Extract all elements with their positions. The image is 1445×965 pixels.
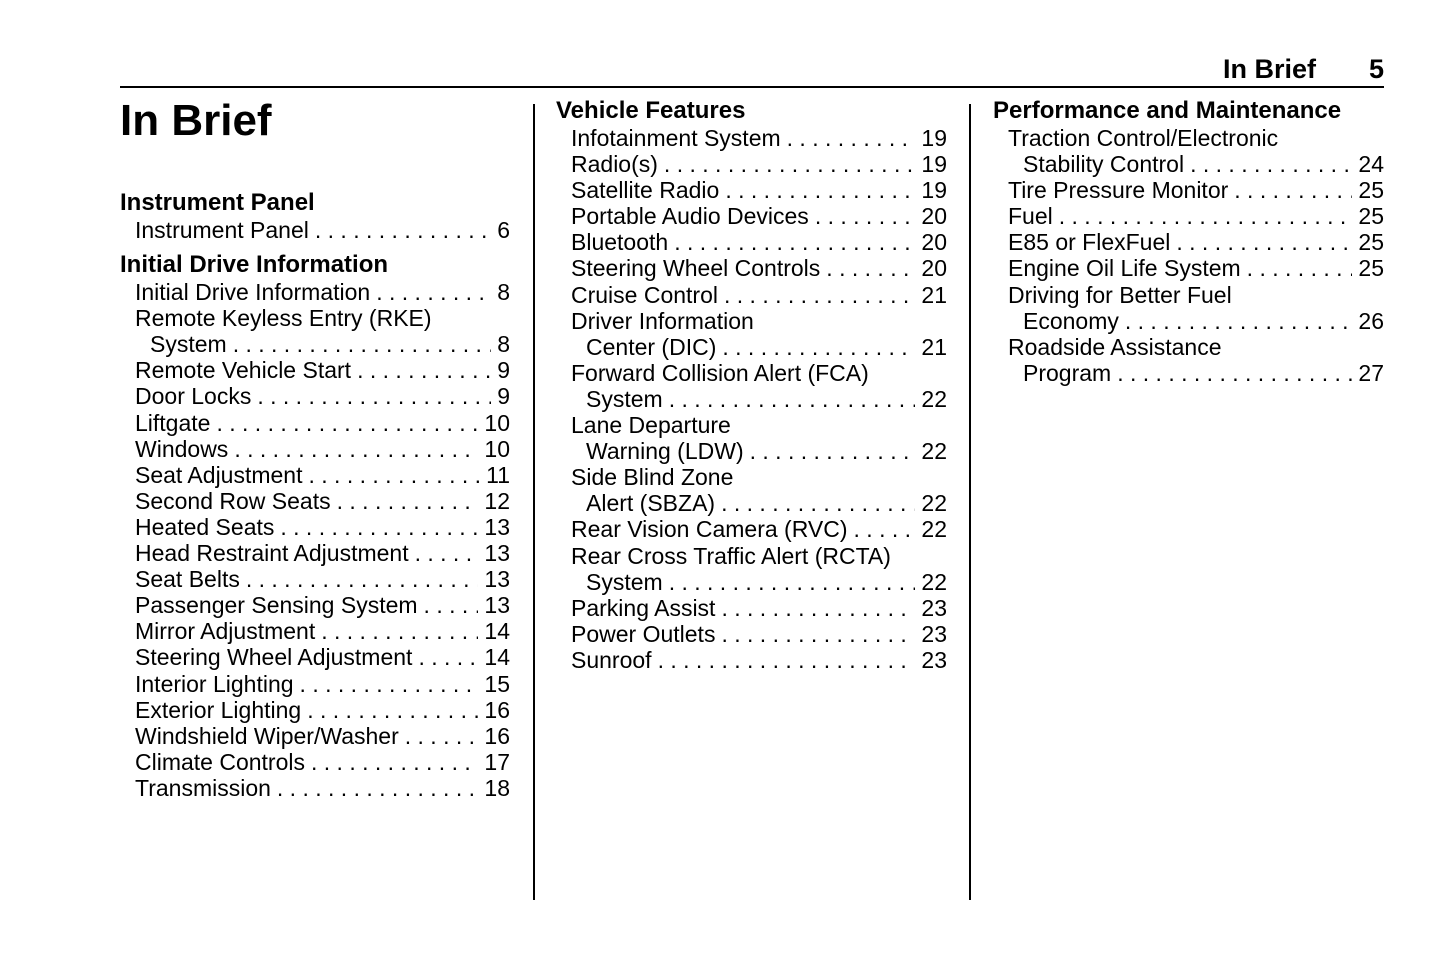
dot-leader [257,383,491,409]
toc-entry[interactable] [120,436,510,462]
dot-leader [669,569,916,595]
toc-entry-title: Windshield Wiper/Washer [135,722,399,749]
toc-entry[interactable] [556,308,947,360]
page-number: 5 [1368,54,1384,84]
toc-entry[interactable] [556,647,947,673]
toc-entry-title: Seat Belts [135,566,240,593]
toc-entry-page: 8 [497,331,510,358]
toc-entry-title: Alert (SBZA) [586,490,716,517]
toc-entry-title: Driver Information [571,307,754,334]
running-header [120,50,1384,86]
toc-entry[interactable] [120,775,510,801]
toc-entry-title: Traction Control/Electronic [1008,125,1279,151]
toc-entry[interactable] [120,488,510,514]
toc-entry-title: Door Locks [135,383,252,410]
toc-entry[interactable] [993,229,1384,255]
toc-entry[interactable] [556,360,947,412]
dot-leader [300,671,479,697]
toc-entry[interactable] [120,749,510,775]
toc-entry-page: 25 [1358,255,1384,282]
toc-entry[interactable] [556,412,947,464]
toc-entry-title: Radio(s) [571,151,658,178]
toc-entry-page: 21 [921,333,947,360]
toc-entry-page: 6 [497,217,510,243]
section-heading: Vehicle Features [556,97,746,124]
dot-leader [307,697,478,723]
dot-leader [1117,360,1352,386]
toc-entry[interactable] [120,514,510,540]
toc-entry-page: 13 [484,540,510,567]
toc-column-2 [556,97,947,673]
toc-entry-page: 9 [497,357,510,384]
toc-entry[interactable] [556,203,947,229]
toc-entry-page: 24 [1358,151,1384,178]
toc-entry-title: Steering Wheel Controls [571,255,821,282]
dot-leader [280,514,478,540]
toc-entry-title: Liftgate [135,409,211,436]
dot-leader [750,438,916,464]
dot-leader [216,410,478,436]
toc-entry-title: Bluetooth [571,229,669,256]
toc-entry[interactable] [120,723,510,749]
toc-entry-title: Roadside Assistance [1008,333,1222,360]
dot-leader [854,516,916,542]
toc-entry-title: Tire Pressure Monitor [1008,177,1229,204]
toc-entry-title: Lane Departure [571,412,731,439]
dot-leader [246,566,479,592]
toc-entry[interactable] [556,255,947,281]
dot-leader [1125,308,1353,334]
toc-entry-title: Power Outlets [571,620,716,647]
toc-entry-title: Second Row Seats [135,487,331,514]
toc-entry-title: Center (DIC) [586,333,717,360]
toc-entry-title: Warning (LDW) [586,438,744,465]
toc-entry-page: 23 [921,594,947,621]
toc-entry-title: System [586,568,663,595]
toc-entry-title: Mirror Adjustment [135,618,316,645]
toc-entry-page: 9 [497,383,510,410]
toc-entry-title: Head Restraint Adjustment [135,540,409,567]
dot-leader [721,595,915,621]
header-rule [120,86,1384,88]
dot-leader [1176,229,1352,255]
toc-entry-title: Forward Collision Alert (FCA) [571,359,869,386]
toc-entry[interactable] [556,282,947,308]
toc-entry-page: 19 [921,125,947,151]
toc-column-3 [993,97,1384,386]
dot-leader [722,334,915,360]
toc-entry-title: System [150,331,227,358]
toc-entry-title: Economy [1023,307,1119,334]
page-title: In Brief [120,96,272,145]
toc-entry-page: 15 [484,670,510,697]
toc-entry-page: 19 [921,177,947,204]
toc-entry-page: 14 [484,618,510,645]
dot-leader [321,618,478,644]
toc-entry-page: 25 [1358,203,1384,230]
toc-entry[interactable] [120,305,510,357]
toc-entry[interactable] [556,543,947,595]
toc-entry-title: Cruise Control [571,281,718,308]
toc-column-1 [120,97,510,801]
toc-entry-page: 16 [484,696,510,723]
toc-entry-page: 20 [921,229,947,256]
toc-entry[interactable] [556,125,947,151]
toc-entry-title: System [586,385,663,412]
toc-entry[interactable] [120,566,510,592]
dot-leader [725,177,915,203]
toc-entry-title: Portable Audio Devices [571,203,809,230]
toc-entry-title: Seat Adjustment [135,461,303,488]
toc-entry-page: 22 [921,490,947,517]
toc-entry[interactable] [993,177,1384,203]
toc-entry-page: 23 [921,646,947,673]
toc-entry[interactable] [556,621,947,647]
dot-leader [234,436,478,462]
toc-entry-title: Windows [135,435,229,462]
dot-leader [405,723,479,749]
dot-leader [357,357,491,383]
dot-leader [669,386,916,412]
toc-entry-page: 22 [921,438,947,465]
toc-entry[interactable] [120,697,510,723]
dot-leader [787,125,916,151]
toc-entry[interactable] [556,177,947,203]
toc-entry-page: 8 [497,279,510,306]
toc-entry[interactable] [993,125,1384,177]
toc-entry-page: 25 [1358,229,1384,256]
dot-leader [721,621,915,647]
toc-entry-page: 13 [484,592,510,619]
dot-leader [337,488,479,514]
section-heading: Performance and Maintenance [993,97,1342,124]
toc-entry-page: 27 [1358,359,1384,386]
toc-entry-page: 25 [1358,177,1384,204]
toc-entry-page: 11 [486,461,510,488]
toc-entry-title: Stability Control [1023,151,1185,178]
toc-entry-page: 14 [484,644,510,671]
toc-entry-page: 13 [484,566,510,593]
column-divider [969,104,971,900]
toc-entry[interactable] [556,516,947,542]
running-header-title: In Brief [1222,54,1316,84]
dot-leader [309,462,481,488]
toc-entry-title: Remote Keyless Entry (RKE) [135,305,432,332]
toc-entry-page: 22 [921,516,947,543]
toc-entry-title: Driving for Better Fuel [1008,281,1232,308]
dot-leader [376,279,491,305]
toc-entry[interactable] [120,671,510,697]
toc-entry[interactable] [556,464,947,516]
toc-entry-title: Interior Lighting [135,670,294,697]
dot-leader [233,331,492,357]
toc-entry[interactable] [556,595,947,621]
dot-leader [311,749,478,775]
toc-entry-title: Engine Oil Life System [1008,255,1241,282]
toc-entry-title: Sunroof [571,646,652,673]
toc-entry[interactable] [120,383,510,409]
dot-leader [424,592,479,618]
toc-entry[interactable] [120,592,510,618]
toc-entry-title: Program [1023,359,1112,386]
toc-entry-title: Fuel [1008,203,1053,230]
section-heading: Initial Drive Information [120,251,389,279]
toc-entry-page: 16 [484,722,510,749]
dot-leader [415,540,479,566]
toc-entry-page: 26 [1358,307,1384,334]
dot-leader [277,775,479,801]
dot-leader [826,255,915,281]
toc-entry[interactable] [120,357,510,383]
toc-entry-page: 23 [921,620,947,647]
toc-entry-title: Satellite Radio [571,177,720,204]
toc-entry-title: Transmission [135,774,271,801]
toc-entry-title: Side Blind Zone [571,464,734,491]
toc-entry[interactable] [993,334,1384,386]
toc-entry-page: 12 [484,487,510,514]
toc-entry[interactable] [120,410,510,436]
toc-entry-page: 18 [484,774,510,801]
toc-entry[interactable] [556,151,947,177]
toc-entry-title: Passenger Sensing System [135,592,418,619]
toc-entry-title: Parking Assist [571,594,716,621]
toc-entry[interactable] [993,255,1384,281]
toc-entry-page: 19 [921,151,947,178]
toc-entry-title: Remote Vehicle Start [135,357,352,384]
dot-leader [1234,177,1352,203]
toc-entry-page: 22 [921,385,947,412]
toc-entry[interactable] [993,282,1384,334]
toc-entry[interactable] [556,229,947,255]
dot-leader [315,217,491,243]
column-divider [533,104,535,900]
toc-entry-page: 22 [921,568,947,595]
toc-entry-page: 10 [484,435,510,462]
toc-entry-page: 20 [921,203,947,230]
toc-entry-page: 21 [921,281,947,308]
toc-entry-page: 20 [921,255,947,282]
toc-entry-title: Rear Vision Camera (RVC) [571,516,848,543]
dot-leader [674,229,915,255]
toc-entry-title: Initial Drive Information [135,279,371,306]
toc-entry[interactable] [120,217,510,243]
toc-entry-title: Instrument Panel [135,217,309,243]
toc-entry-title: Heated Seats [135,513,275,540]
dot-leader [724,282,915,308]
toc-entry-title: Infotainment System [571,125,781,151]
toc-entry[interactable] [120,618,510,644]
toc-entry[interactable] [120,279,510,305]
dot-leader [1190,151,1352,177]
dot-leader [1247,255,1353,281]
toc-entry-title: Steering Wheel Adjustment [135,644,413,671]
toc-entry-title: Exterior Lighting [135,696,302,723]
toc-entry-title: E85 or FlexFuel [1008,229,1171,256]
toc-entry-page: 13 [484,513,510,540]
dot-leader [721,490,915,516]
toc-entry-page: 10 [484,409,510,436]
toc-entry[interactable] [120,540,510,566]
toc-entry[interactable] [120,462,510,488]
dot-leader [418,644,478,670]
section-heading: Instrument Panel [120,189,315,216]
toc-entry-title: Rear Cross Traffic Alert (RCTA) [571,542,891,569]
dot-leader [815,203,916,229]
toc-entry-title: Climate Controls [135,748,305,775]
dot-leader [664,151,915,177]
toc-entry[interactable] [993,203,1384,229]
dot-leader [658,647,916,673]
dot-leader [1059,203,1353,229]
toc-entry[interactable] [120,644,510,670]
toc-entry-page: 17 [484,748,510,775]
